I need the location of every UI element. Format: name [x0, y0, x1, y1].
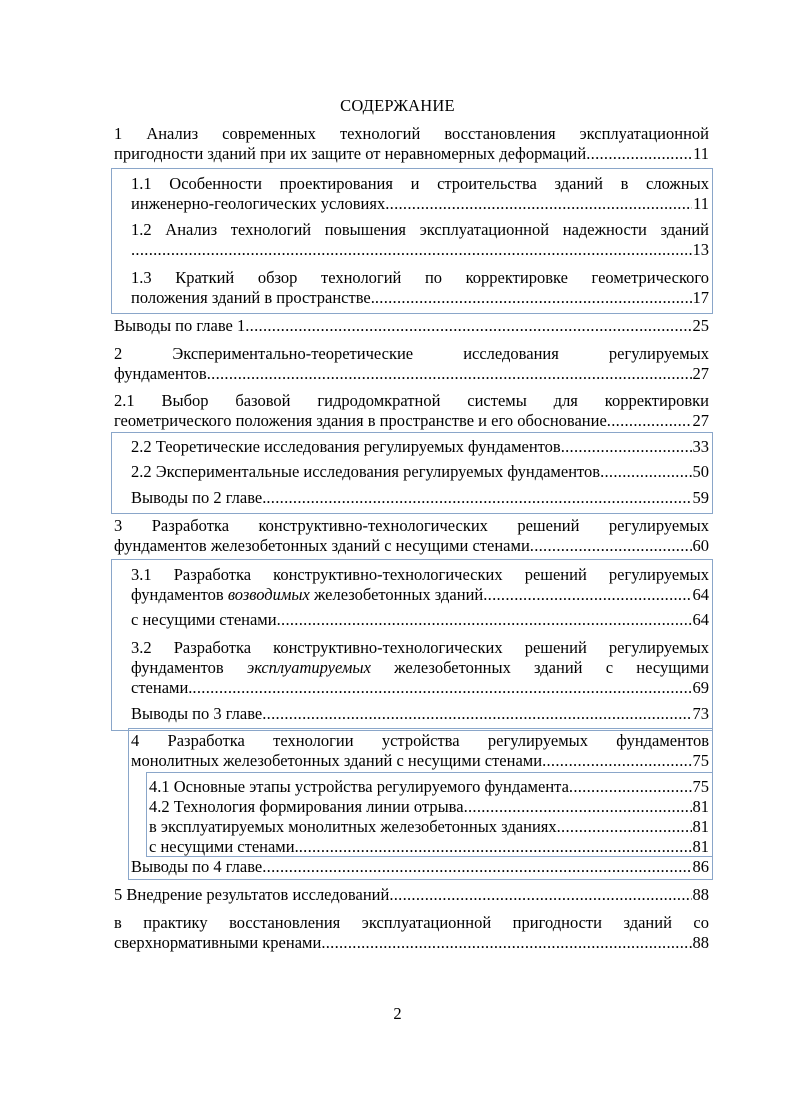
toc-entry-2-2-experiment[interactable] [131, 462, 709, 482]
toc-title: СОДЕРЖАНИЕ [340, 96, 455, 115]
toc-page-number: 73 [692, 704, 709, 723]
leader-dots [245, 316, 691, 336]
toc-entry-text: с несущими стенами [131, 610, 277, 629]
leader-dots [607, 411, 692, 431]
toc-entry-text: фундаментов [131, 585, 228, 604]
toc-entry-5[interactable] [114, 885, 709, 905]
toc-entry-text: 2 Экспериментально-теоретические исследования регулируемых [114, 344, 709, 363]
leader-dots [192, 678, 691, 698]
toc-entry-4-2[interactable] [149, 797, 709, 817]
toc-entry-text: Выводы по 3 главе [131, 704, 263, 723]
toc-entry-4-2-cont[interactable] [149, 817, 709, 837]
leader-dots [557, 817, 692, 837]
toc-page-number: 25 [692, 316, 709, 335]
toc-conclusions-4[interactable] [131, 857, 709, 877]
toc-entry-2[interactable] [114, 344, 709, 384]
toc-page-number: 33 [692, 437, 709, 456]
toc-page-number: 11 [693, 144, 709, 163]
toc-entry-3[interactable] [114, 516, 709, 556]
toc-entry-text: 4 Разработка технологии устройства регулируемых фундаментов [131, 731, 709, 750]
toc-entry-text: 1 Анализ современных технологий восстановления эксплуатационной [114, 124, 709, 143]
toc-page-number: 81 [692, 817, 709, 836]
toc-entry-text: в эксплуатируемых монолитных железобетонных зданиях [149, 817, 557, 836]
toc-entry-text: 1.2 Анализ технологий повышения эксплуатационной надежности зданий [131, 220, 709, 239]
toc-conclusions-3[interactable] [131, 704, 709, 724]
toc-entry-2-2-theory[interactable] [131, 437, 709, 457]
toc-page-number: 86 [692, 857, 709, 876]
toc-page-number: 50 [692, 462, 709, 481]
toc-entry-text: 2.2 Экспериментальные исследования регулируемых фундаментов [131, 462, 601, 481]
toc-entry-5-cont[interactable] [114, 913, 709, 953]
toc-entry-text: пригодности зданий при их защите от неравномерных деформаций [114, 144, 587, 163]
toc-page-number: 81 [692, 797, 709, 816]
toc-entry-text: положения зданий в пространстве. [131, 288, 375, 307]
toc-entry-3-1-cont[interactable] [131, 610, 709, 630]
leader-dots [530, 536, 692, 556]
leader-dots [375, 288, 692, 308]
toc-page-number: 60 [692, 536, 709, 555]
page-number: 2 [393, 1004, 402, 1023]
toc-entry-emphasis: возводимых [227, 585, 310, 604]
toc-entry-text: геометрического положения здания в пространстве и его обоснование [114, 411, 607, 430]
toc-page-number: 64 [692, 585, 709, 604]
leader-dots [389, 885, 691, 905]
leader-dots [266, 488, 691, 508]
toc-entry-3-1[interactable] [131, 565, 709, 605]
leader-dots [586, 144, 692, 164]
toc-conclusions-1[interactable] [114, 316, 709, 336]
toc-page-number: 27 [692, 364, 709, 383]
toc-entry-text: сверхнормативными кренами [114, 933, 322, 952]
leader-dots [262, 857, 691, 877]
toc-page-number: 88 [692, 885, 709, 904]
toc-conclusions-2[interactable] [131, 488, 709, 508]
toc-entry-1-2[interactable] [131, 220, 709, 260]
toc-entry-text: железобетонных зданий с несущими [370, 658, 709, 677]
toc-entry-text: с несущими стенами. [149, 837, 299, 856]
toc-entry-text: стенами. [131, 678, 193, 697]
toc-page-number: 17 [692, 288, 709, 307]
toc-page-number: 13 [692, 240, 709, 259]
leader-dots [385, 194, 692, 214]
toc-entry-text: 3 Разработка конструктивно-технологических решений регулируемых [114, 516, 709, 535]
leader-dots [277, 610, 692, 630]
toc-page-number: 75 [692, 751, 709, 770]
leader-dots [483, 585, 691, 605]
toc-page-number: 88 [692, 933, 709, 952]
toc-entry-text: фундаментов железобетонных зданий с несущими стенами [114, 536, 530, 555]
toc-entry-text: 4.1 Основные этапы устройства регулируемого фундамента [149, 777, 569, 796]
toc-page-number: 75 [692, 777, 709, 796]
toc-page-number: 69 [692, 678, 709, 697]
toc-entry-text: в практику восстановления эксплуатационной пригодности зданий со [114, 913, 709, 932]
toc-entry-text: Выводы по 4 главе [131, 857, 263, 876]
leader-dots [561, 437, 692, 457]
toc-entry-4-1[interactable] [149, 777, 709, 797]
toc-page-number: 27 [692, 411, 709, 430]
toc-entry-text: железобетонных зданий [309, 585, 484, 604]
leader-dots [299, 837, 692, 857]
toc-entry-text: 2.2 Теоретические исследования регулируемых фундаментов [131, 437, 561, 456]
toc-page-number: 11 [693, 194, 709, 213]
toc-entry-text: Выводы по 2 главе. [131, 488, 267, 507]
leader-dots [600, 462, 691, 482]
toc-entry-text: Выводы по главе 1 [114, 316, 246, 335]
toc-entry-1[interactable] [114, 124, 709, 164]
toc-page-number: 59 [692, 488, 709, 507]
leader-dots [542, 751, 691, 771]
toc-entry-text: 5 Внедрение результатов исследований [114, 885, 390, 904]
toc-entry-emphasis: эксплуатируемых [246, 658, 371, 677]
toc-entry-text: 2.1 Выбор базовой гидродомкратной системы для корректировки [114, 391, 709, 410]
toc-page-number: 81 [692, 837, 709, 856]
leader-dots [464, 797, 692, 817]
leader-dots [569, 777, 692, 797]
toc-entry-text: монолитных железобетонных зданий с несущими стенами [131, 751, 543, 770]
toc-entry-text: 3.2 Разработка конструктивно-технологических решений регулируемых [131, 638, 709, 657]
leader-dots [262, 704, 691, 724]
toc-entry-1-1[interactable] [131, 174, 709, 214]
toc-entry-2-1[interactable] [114, 391, 709, 431]
leader-dots [131, 240, 692, 260]
toc-entry-3-2[interactable] [131, 638, 709, 698]
toc-entry-text: фундаментов [114, 364, 207, 383]
toc-entry-text: фундаментов [131, 658, 247, 677]
toc-entry-text: 3.1 Разработка конструктивно-технологических решений регулируемых [131, 565, 709, 584]
toc-entry-text: 4.2 Технология формирования линии отрыва [149, 797, 464, 816]
toc-entry-4[interactable] [131, 731, 709, 771]
toc-entry-text: 1.3 Краткий обзор технологий по корректировке геометрического [131, 268, 709, 287]
toc-entry-text: инженерно-геологических условиях [131, 194, 386, 213]
toc-entry-1-3[interactable] [131, 268, 709, 308]
toc-entry-4-2-cont2[interactable] [149, 837, 709, 857]
leader-dots [321, 933, 691, 953]
toc-page-number: 64 [692, 610, 709, 629]
leader-dots [207, 364, 692, 384]
toc-entry-text: 1.1 Особенности проектирования и строительства зданий в сложных [131, 174, 709, 193]
